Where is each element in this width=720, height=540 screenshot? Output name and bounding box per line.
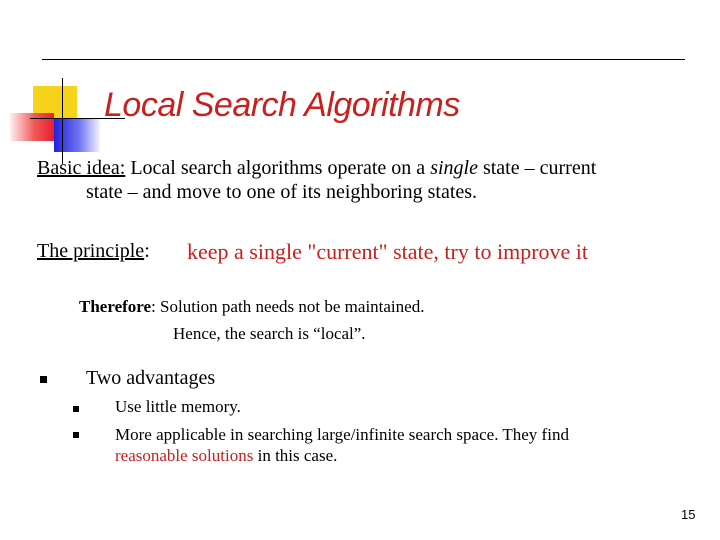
advantage-item-2-highlight: reasonable solutions (115, 446, 254, 465)
principle-text: keep a single "current" state, try to improve it (187, 239, 589, 264)
basic-idea-line1 (37, 156, 596, 180)
slide-title: Local Search Algorithms (104, 86, 460, 124)
basic-idea-text-after: state – current (477, 157, 597, 179)
sub-bullet-marker (73, 432, 79, 438)
top-rule (42, 59, 685, 60)
basic-idea-text-before: Local search algorithms operate on a (125, 157, 431, 179)
therefore-label: Therefore (79, 297, 152, 316)
advantage-item-2 (115, 424, 569, 466)
page-number: 15 (681, 507, 696, 522)
bullet-marker (40, 376, 47, 383)
principle-colon: : (144, 240, 150, 262)
advantages-heading: Two advantages (86, 367, 216, 389)
principle-label: The principle (37, 240, 145, 262)
basic-idea-label: Basic idea: (37, 157, 126, 179)
therefore-line2: Hence, the search is “local”. (173, 324, 366, 343)
therefore-text: : Solution path needs not be maintained. (151, 297, 425, 316)
therefore-line1 (79, 297, 424, 317)
advantage-item-2-line1: More applicable in searching large/infinite search space. They find (115, 425, 569, 444)
basic-idea-emphasis: single (430, 157, 478, 179)
vertical-line (62, 78, 63, 164)
basic-idea-line2: state – and move to one of its neighboring states. (86, 181, 478, 203)
principle-label-line (37, 240, 150, 263)
blue-square (54, 118, 100, 152)
advantage-item-1: Use little memory. (115, 397, 241, 416)
sub-bullet-marker (73, 406, 79, 412)
advantage-item-2-tail: in this case. (253, 446, 338, 465)
